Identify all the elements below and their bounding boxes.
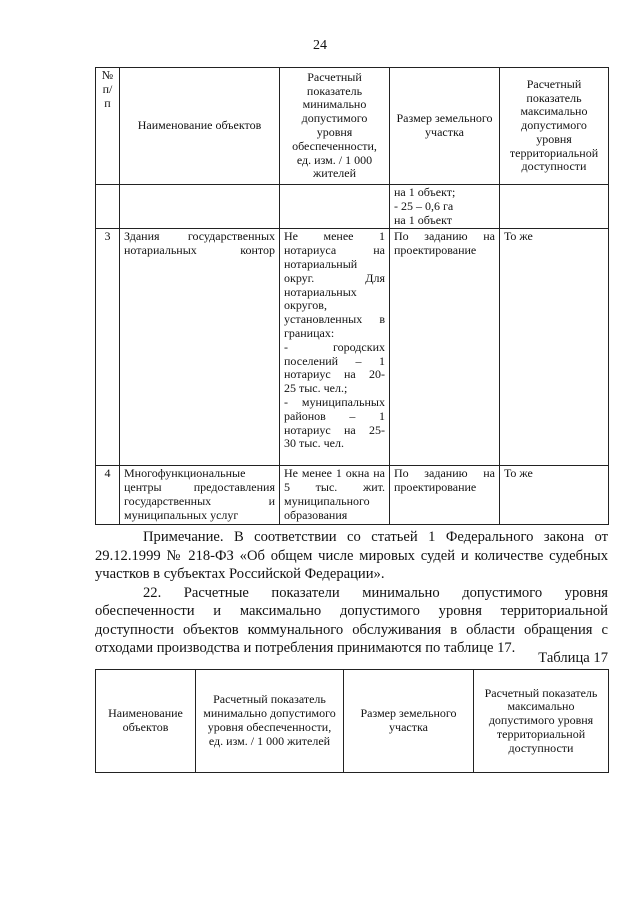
section-paragraph: 22. Расчетные показатели минимально допустимого уровня обеспеченности и максимально допустимого уровня территориальной доступности объектов коммунального обслуживания в области обращения с отходами производства и потребления принимаются по таблице 17.	[95, 584, 608, 656]
cell-empty	[120, 185, 280, 229]
body-text	[95, 528, 608, 658]
cell-access: То же	[500, 466, 609, 524]
cell-empty	[280, 185, 390, 229]
page-number: 24	[313, 38, 327, 53]
size-line: - 25 – 0,6 га	[394, 198, 454, 213]
cell-name: Здания государственных нотариальных контор	[120, 229, 280, 466]
header-name: Наименование объектов	[120, 68, 280, 185]
calc-line: 25 тыс. чел.;	[284, 381, 348, 396]
cell-size: По заданию на проектирование	[390, 466, 500, 524]
header-num: № п/п	[96, 68, 120, 185]
table-row-continuation	[96, 185, 609, 229]
calc-line: установленных в	[284, 312, 385, 327]
header-access: Расчетный показатель максимально допустимого уровня территориальной доступности	[474, 670, 609, 773]
table-row	[96, 229, 609, 466]
calc-line: границах:	[284, 325, 335, 340]
cell-calc: Не менее 1 окна на 5 тыс. жит. муниципального образования	[280, 466, 390, 524]
calc-line: нотариуса на	[284, 243, 385, 258]
calc-line: нотариус на 20-	[284, 367, 385, 382]
header-calc: Расчетный показатель минимально допустимого уровня обеспеченности, ед. изм. / 1 000 жителей	[196, 670, 344, 773]
calc-line: Не менее 1	[284, 229, 385, 244]
calc-line: нотариальный	[284, 256, 358, 271]
cell-empty	[500, 185, 609, 229]
table-17	[95, 669, 609, 773]
calc-line: округ. Для	[284, 270, 385, 285]
cell-access: То же	[500, 229, 609, 466]
size-line: на 1 объект;	[394, 185, 456, 199]
calc-line: районов – 1	[284, 408, 385, 423]
header-size: Размер земельного участка	[390, 68, 500, 185]
size-line: на 1 объект	[394, 212, 453, 227]
calc-line: округов,	[284, 298, 327, 313]
header-size: Размер земельного участка	[344, 670, 474, 773]
calc-line: нотариус на 25-	[284, 422, 385, 437]
header-calc: Расчетный показатель минимально допустимого уровня обеспеченности, ед. изм. / 1 000 жителей	[280, 68, 390, 185]
calc-line: 30 тыс. чел.	[284, 436, 344, 451]
cell-num: 4	[96, 466, 120, 524]
table-row	[96, 466, 609, 524]
table-header-row	[96, 68, 609, 185]
calc-line: нотариальных	[284, 284, 357, 299]
cell-num: 3	[96, 229, 120, 466]
calc-line: поселений – 1	[284, 353, 385, 368]
calc-line: - муниципальных	[284, 394, 385, 409]
header-name: Наименование объектов	[96, 670, 196, 773]
cell-size-continuation	[390, 185, 500, 229]
calc-line: - городских	[284, 339, 385, 354]
header-access: Расчетный показатель максимально допустимого уровня территориальной доступности	[500, 68, 609, 185]
cell-calc	[280, 229, 390, 466]
cell-size: По заданию на проектирование	[390, 229, 500, 466]
objects-table	[95, 67, 609, 525]
table-caption: Таблица 17	[538, 650, 608, 666]
cell-name: Многофункциональные центры предоставления государственных и муниципальных услуг	[120, 466, 280, 524]
note-paragraph: Примечание. В соответствии со статьей 1 Федерального закона от 29.12.1999 № 218-ФЗ «Об общем числе мировых судей и количестве судебных участков в субъектах Российской Федерации».	[95, 529, 608, 582]
cell-empty	[96, 185, 120, 229]
table-header-row	[96, 670, 609, 773]
